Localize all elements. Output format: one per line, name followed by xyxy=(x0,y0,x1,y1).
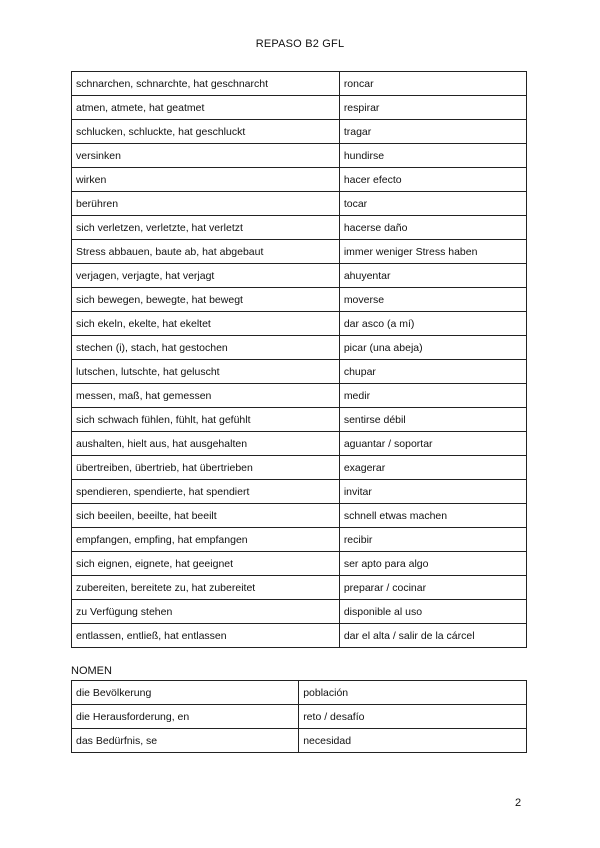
table-row xyxy=(72,504,527,528)
table-row xyxy=(72,480,527,504)
nouns-table xyxy=(71,680,527,753)
german-term-cell: wirken xyxy=(72,168,340,192)
table-row xyxy=(72,312,527,336)
spanish-translation-cell: moverse xyxy=(339,288,526,312)
table-row xyxy=(72,144,527,168)
spanish-translation-cell: reto / desafío xyxy=(299,705,527,729)
german-term-cell: sich schwach fühlen, fühlt, hat gefühlt xyxy=(72,408,340,432)
german-term-cell: versinken xyxy=(72,144,340,168)
german-term-cell: spendieren, spendierte, hat spendiert xyxy=(72,480,340,504)
german-term-cell: zu Verfügung stehen xyxy=(72,600,340,624)
spanish-translation-cell: picar (una abeja) xyxy=(339,336,526,360)
table-row xyxy=(72,528,527,552)
german-term-cell: die Herausforderung, en xyxy=(72,705,299,729)
spanish-translation-cell: aguantar / soportar xyxy=(339,432,526,456)
table-row xyxy=(72,729,527,753)
spanish-translation-cell: roncar xyxy=(339,72,526,96)
table-row xyxy=(72,288,527,312)
german-term-cell: sich eignen, eignete, hat geeignet xyxy=(72,552,340,576)
german-term-cell: atmen, atmete, hat geatmet xyxy=(72,96,340,120)
german-term-cell: sich ekeln, ekelte, hat ekeltet xyxy=(72,312,340,336)
german-term-cell: empfangen, empfing, hat empfangen xyxy=(72,528,340,552)
german-term-cell: schlucken, schluckte, hat geschluckt xyxy=(72,120,340,144)
spanish-translation-cell: preparar / cocinar xyxy=(339,576,526,600)
spanish-translation-cell: necesidad xyxy=(299,729,527,753)
table-row xyxy=(72,72,527,96)
german-term-cell: berühren xyxy=(72,192,340,216)
table-row xyxy=(72,216,527,240)
spanish-translation-cell: hacer efecto xyxy=(339,168,526,192)
table-row xyxy=(72,168,527,192)
spanish-translation-cell: tragar xyxy=(339,120,526,144)
page-number: 2 xyxy=(515,797,522,809)
spanish-translation-cell: sentirse débil xyxy=(339,408,526,432)
spanish-translation-cell: dar asco (a mí) xyxy=(339,312,526,336)
table-row xyxy=(72,600,527,624)
spanish-translation-cell: invitar xyxy=(339,480,526,504)
table-row xyxy=(72,705,527,729)
german-term-cell: stechen (i), stach, hat gestochen xyxy=(72,336,340,360)
table-row xyxy=(72,264,527,288)
spanish-translation-cell: hacerse daño xyxy=(339,216,526,240)
german-term-cell: sich bewegen, bewegte, hat bewegt xyxy=(72,288,340,312)
spanish-translation-cell: exagerar xyxy=(339,456,526,480)
table-row xyxy=(72,240,527,264)
spanish-translation-cell: ahuyentar xyxy=(339,264,526,288)
table-row xyxy=(72,432,527,456)
spanish-translation-cell: medir xyxy=(339,384,526,408)
spanish-translation-cell: chupar xyxy=(339,360,526,384)
table-row xyxy=(72,552,527,576)
german-term-cell: Stress abbauen, baute ab, hat abgebaut xyxy=(72,240,340,264)
table-row xyxy=(72,360,527,384)
table-row xyxy=(72,384,527,408)
german-term-cell: das Bedürfnis, se xyxy=(72,729,299,753)
spanish-translation-cell: dar el alta / salir de la cárcel xyxy=(339,624,526,648)
german-term-cell: übertreiben, übertrieb, hat übertrieben xyxy=(72,456,340,480)
german-term-cell: sich verletzen, verletzte, hat verletzt xyxy=(72,216,340,240)
spanish-translation-cell: respirar xyxy=(339,96,526,120)
table-row xyxy=(72,336,527,360)
german-term-cell: messen, maß, hat gemessen xyxy=(72,384,340,408)
german-term-cell: zubereiten, bereitete zu, hat zubereitet xyxy=(72,576,340,600)
section-label-nomen: NOMEN xyxy=(71,665,112,677)
table-row xyxy=(72,192,527,216)
table-row xyxy=(72,408,527,432)
spanish-translation-cell: ser apto para algo xyxy=(339,552,526,576)
page-title: REPASO B2 GFL xyxy=(255,38,345,50)
german-term-cell: verjagen, verjagte, hat verjagt xyxy=(72,264,340,288)
verbs-table xyxy=(71,71,527,648)
table-row xyxy=(72,576,527,600)
spanish-translation-cell: tocar xyxy=(339,192,526,216)
spanish-translation-cell: hundirse xyxy=(339,144,526,168)
german-term-cell: schnarchen, schnarchte, hat geschnarcht xyxy=(72,72,340,96)
german-term-cell: entlassen, entließ, hat entlassen xyxy=(72,624,340,648)
spanish-translation-cell: disponible al uso xyxy=(339,600,526,624)
german-term-cell: aushalten, hielt aus, hat ausgehalten xyxy=(72,432,340,456)
table-row xyxy=(72,456,527,480)
spanish-translation-cell: recibir xyxy=(339,528,526,552)
spanish-translation-cell: población xyxy=(299,681,527,705)
spanish-translation-cell: immer weniger Stress haben xyxy=(339,240,526,264)
german-term-cell: lutschen, lutschte, hat geluscht xyxy=(72,360,340,384)
table-row xyxy=(72,624,527,648)
german-term-cell: die Bevölkerung xyxy=(72,681,299,705)
table-row xyxy=(72,120,527,144)
table-row xyxy=(72,96,527,120)
table-row xyxy=(72,681,527,705)
spanish-translation-cell: schnell etwas machen xyxy=(339,504,526,528)
german-term-cell: sich beeilen, beeilte, hat beeilt xyxy=(72,504,340,528)
